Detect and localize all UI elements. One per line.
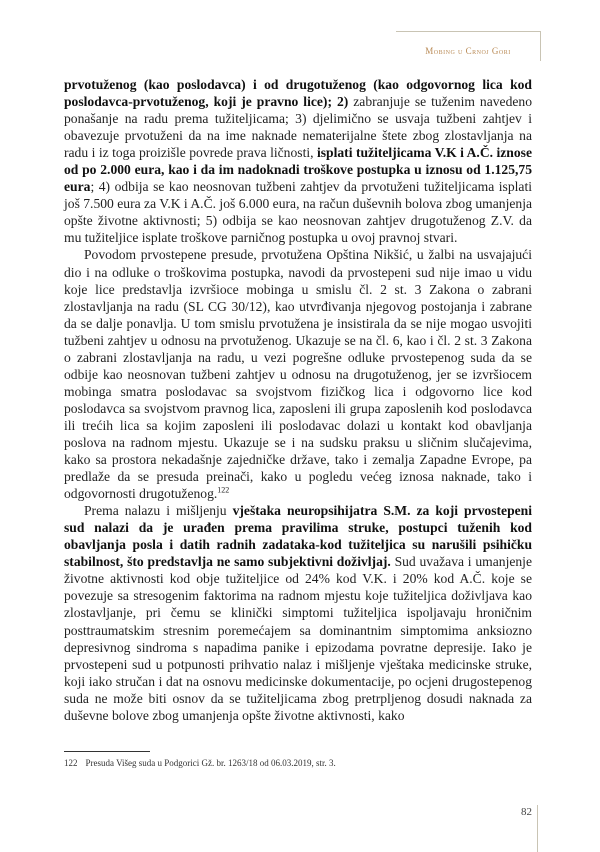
text-segment: zabranjuje se tuženim navedeno ponašanje na radu prema tužiteljicama; 3) djelimično se usvaja tužbeni zahtjev i obavezuje prvotuženi da na ime naknade nematerijalne štete zbog zlostavljanja na radu i iz toga proizišle povrede prava ličnosti,	[64, 94, 532, 161]
text-segment: Sud uvažava i umanjenje životne aktivnosti kod obje tužiteljice od 24% kod V.K. i 20% kod A.Č. koje se povezuje sa stresogenim faktorima na radnom mjestu koje tužiteljica doživljava kao zlostavljanje, pri čemu se klinički simptomi tužiteljica ispoljavaju hroničnim posttraumatskim stresnim poremećajem sa dominantnim simptomima anksiozno depresivnog sindroma s napadima panike i epizodama povratne depresije. Iako je prvostepeni sud u potpunosti prihvatio nalaz i mišljenje vještaka medicinske struke, koji iako stručan i dat na osnovu medicinske dokumentacije, po ocjeni drugostepenog suda ne može biti osnov da se tužiteljicama zbog pretrpljenog dosudi naknada za duševne bolove zbog umanjenja opšte životne aktivnosti, kako	[64, 554, 532, 723]
text-segment: Povodom prvostepene presude, prvotužena Opština Nikšić, u žalbi na usvajajući dio i na odluke o troškovima postupka, navodi da prvostepeni sud nije imao u vidu koje lice predstavlja izvršioce mobinga u smislu čl. 2 st. 3 Zakona o zabrani zlostavljanja na radu (SL CG 30/12), kao utvrđivanja njegovog postojanja i zabrane da se dalje ponavlja. U tom smislu prvotužena je insistirala da se nije mogao usvojiti tužbeni zahtjev u odnosu na prvotuženog. Ukazuje se na čl. 6, kao i čl. 2 st. 3 Zakona o zabrani zlostavljanja na radu, u vezi pogrešne odluke prvostepenog suda da se odbije kao neosnovan tužbeni zahtjev u odnosu na drugotuženog, jer se izvršiocem mobinga smatra poslodavac sa svojstvom fizičkog lica i odgovorno lice kod poslodavca sa svojstvom pravnog lica, zaposleni ili grupa zaposlenih kod poslodavca ili trećih lica sa kojim zaposleni ili poslodavac dolazi u kontakt kod obavljanja poslova na radnom mjestu. Ukazuje se i na sudsku praksu u sličnim slučajevima, kako sa prostora nekadašnje zajedničke države, tako i zemalja Zapadne Evrope, pa predlaže da se presuda preinači, kako u pogledu većeg iznosa naknade, tako i odgovornosti drugotuženog.	[64, 247, 532, 502]
footnote-reference[interactable]: 122	[217, 485, 230, 495]
text-segment: vještaka neuropsihijatra S.M. za koji prvostepeni sud nalazi da je urađen prema pravilima struke, postupci tuženih kod obavljanja posla i datih radnih zadataka-kod tužiteljica su narušili psihičku stabilnost, što predstavlja ne samo subjektivni doživljaj.	[64, 503, 532, 570]
paragraph-3	[64, 502, 532, 724]
text-segment: ; 4) odbija se kao neosnovan tužbeni zahtjev da prvotuženi tužiteljicama isplati još 7.500 eura za V.K i A.Č. još 6.000 eura, na račun duševnih bolova zbog umanjenja opšte životne aktivnosti; 5) odbija se kao neosnovan zahtjev drugotuženog Z.V. da mu tužiteljice isplate troškove parničnog postupka u ovoj pravnoj stvari.	[64, 179, 533, 246]
footnote-divider	[64, 751, 150, 752]
text-segment: isplati tužiteljicama V.K i A.Č. iznose od po 2.000 eura, kao i da im nadoknadi troškove postupka u iznosu od 1.125,75 eura	[64, 145, 532, 195]
running-head-title: Mobing u Crnoj Gori	[425, 46, 511, 56]
footnote-text: Presuda Višeg suda u Podgorici Gž. br. 1263/18 od 06.03.2019, str. 3.	[85, 758, 336, 768]
page-number: 82	[521, 806, 532, 818]
paragraph-2	[64, 246, 532, 502]
text-segment: Prema nalazu i mišljenju	[84, 503, 233, 519]
footnote	[64, 758, 532, 768]
text-segment: prvotuženog (kao poslodavca) i od drugotuženog (kao odgovornog lica kod poslodavca-prvotuženog, koji je pravno lice); 2)	[64, 77, 532, 110]
page-number-rule	[537, 805, 538, 852]
paragraph-1	[64, 76, 532, 246]
footnote-number: 122	[64, 758, 78, 768]
running-head	[396, 31, 541, 61]
body-text	[64, 76, 532, 724]
